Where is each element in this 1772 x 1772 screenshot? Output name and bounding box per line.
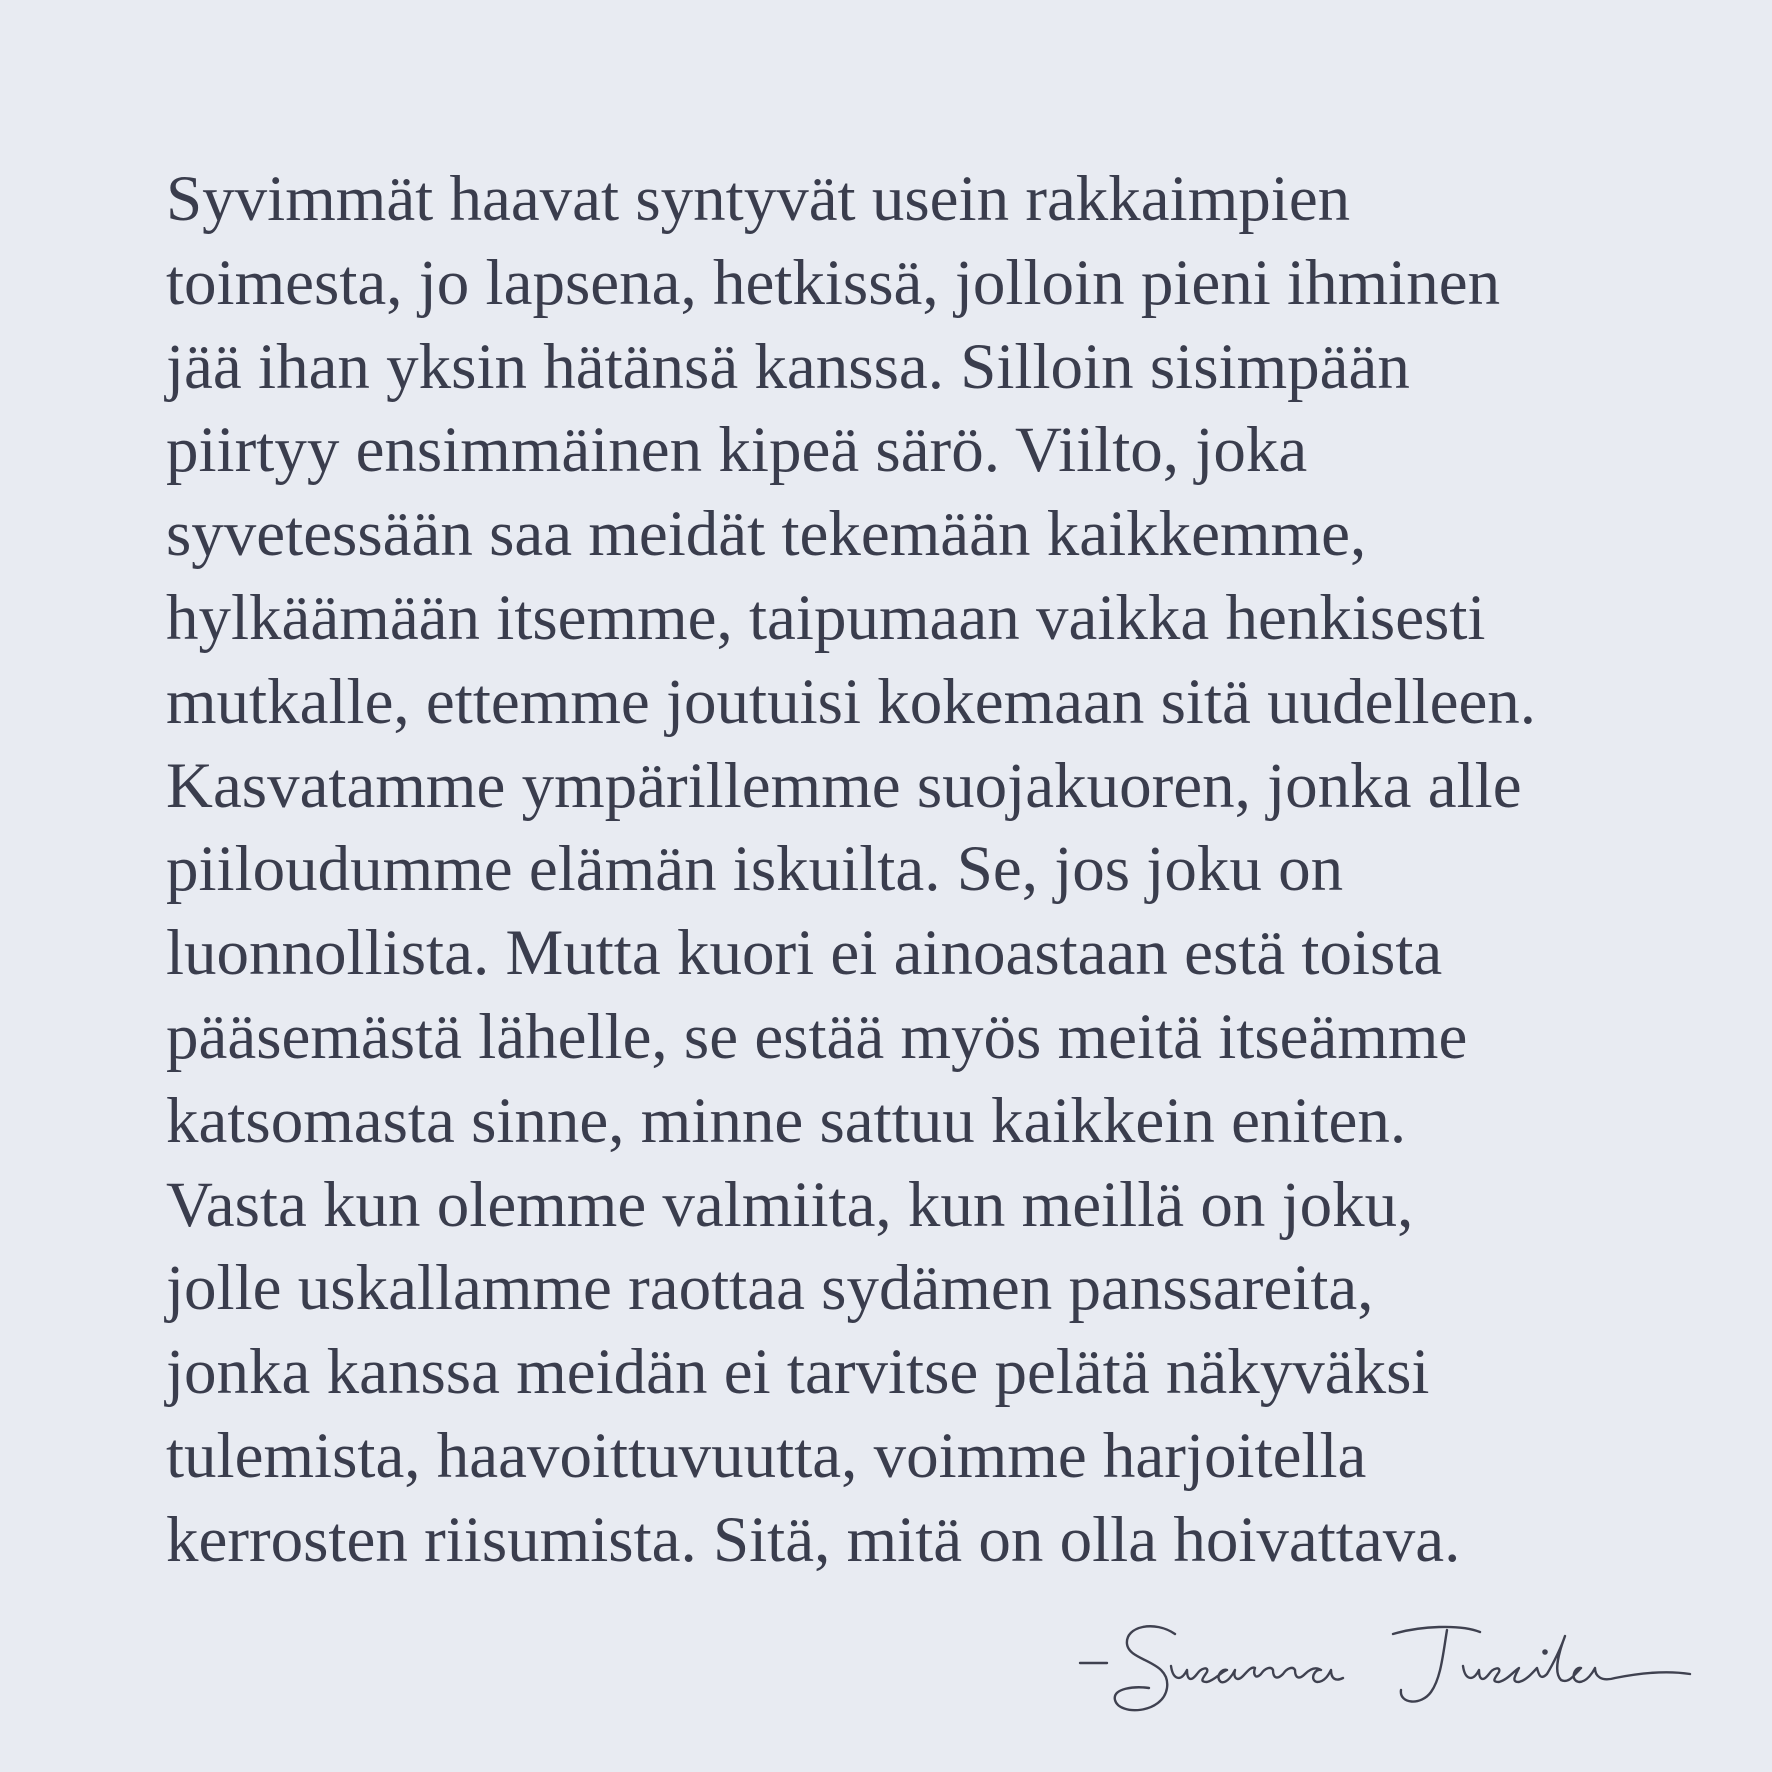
- signature-strokes: [1080, 1626, 1690, 1710]
- quote-line: katsomasta sinne, minne sattuu kaikkein eniten.: [166, 1084, 1407, 1157]
- signature: [1075, 1608, 1705, 1718]
- quote-line: Vasta kun olemme valmiita, kun meillä on joku,: [166, 1168, 1414, 1241]
- quote-line: kerrosten riisumista. Sitä, mitä on olla hoivattava.: [166, 1503, 1461, 1576]
- quote-line: syvetessään saa meidät tekemään kaikkemme,: [166, 498, 1367, 571]
- quote-line: hylkäämään itsemme, taipumaan vaikka henkisesti: [166, 581, 1486, 654]
- quote-line: tulemista, haavoittuvuutta, voimme harjoitella: [166, 1419, 1367, 1492]
- quote-line: piiloudumme elämän iskuilta. Se, jos joku on: [166, 833, 1344, 906]
- quote-line: mutkalle, ettemme joutuisi kokemaan sitä uudelleen.: [166, 665, 1537, 738]
- quote-line: pääsemästä lähelle, se estää myös meitä itseämme: [166, 1000, 1468, 1073]
- quote-line: jää ihan yksin hätänsä kanssa. Silloin sisimpään: [166, 330, 1410, 403]
- quote-line: Syvimmät haavat syntyvät usein rakkaimpien: [166, 163, 1351, 235]
- quote-line: piirtyy ensimmäinen kipeä särö. Viilto, joka: [166, 414, 1308, 487]
- quote-line: toimesta, jo lapsena, hetkissä, jolloin pieni ihminen: [166, 246, 1501, 319]
- quote-line: jolle uskallamme raottaa sydämen panssareita,: [166, 1252, 1374, 1325]
- quote-line: luonnollista. Mutta kuori ei ainoastaan estä toista: [166, 917, 1443, 990]
- quote-line: Kasvatamme ympärillemme suojakuoren, jonka alle: [166, 749, 1522, 822]
- quote-line: jonka kanssa meidän ei tarvitse pelätä näkyväksi: [166, 1336, 1430, 1409]
- quote-text: [166, 158, 1536, 1583]
